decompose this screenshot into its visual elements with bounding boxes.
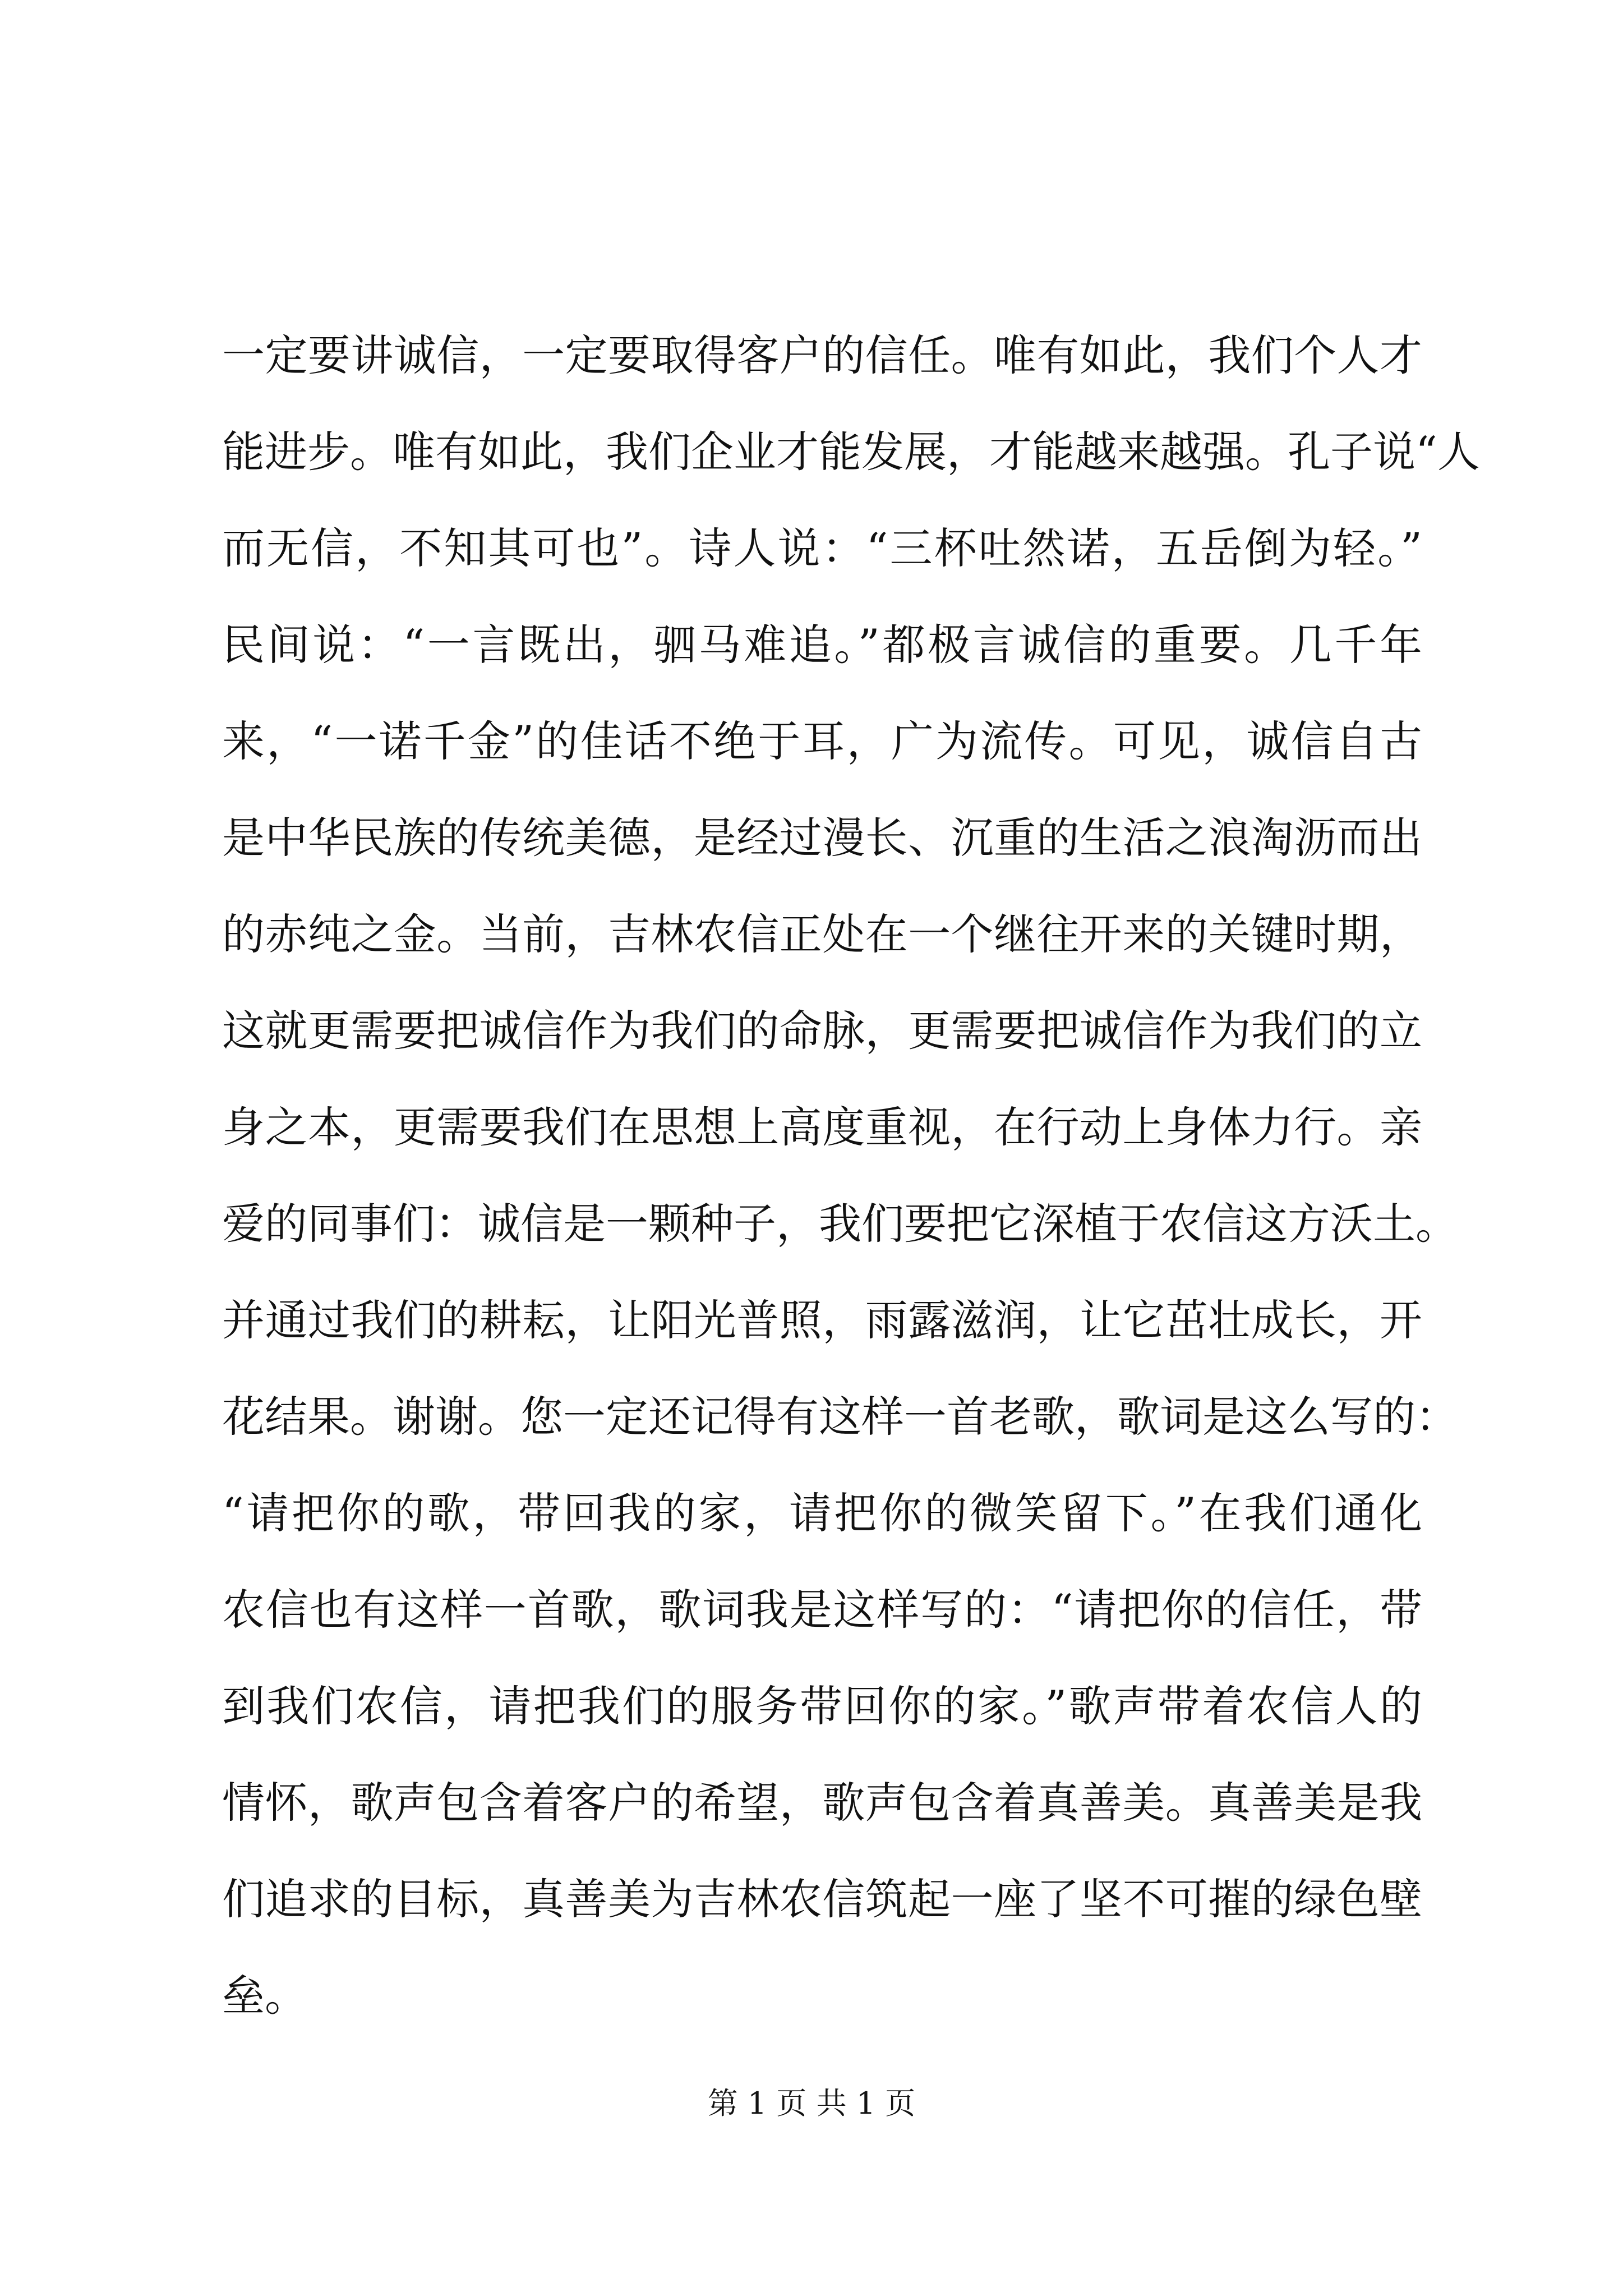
text-line: 并通过我们的耕耘，让阳光普照，雨露滋润，让它茁壮成长，开 bbox=[222, 1295, 1422, 1345]
text-line: 能进步。唯有如此，我们企业才能发展，才能越来越强。孔子说“人 bbox=[222, 427, 1480, 477]
text-line: 来，“一诺千金”的佳话不绝于耳，广为流传。可见，诚信自古 bbox=[222, 716, 1422, 766]
text-line: 这就更需要把诚信作为我们的命脉，更需要把诚信作为我们的立 bbox=[222, 1006, 1422, 1056]
text-line: “请把你的歌，带回我的家，请把你的微笑留下。”在我们通化 bbox=[222, 1488, 1422, 1538]
text-line: 垒。 bbox=[222, 1971, 307, 2021]
text-line: 是中华民族的传统美德，是经过漫长、沉重的生活之浪淘沥而出 bbox=[222, 813, 1422, 863]
page-footer: 第 1 页 共 1 页 bbox=[707, 2086, 916, 2121]
text-line: 们追求的目标，真善美为吉林农信筑起一座了坚不可摧的绿色壁 bbox=[222, 1874, 1422, 1924]
text-line: 花结果。谢谢。您一定还记得有这样一首老歌，歌词是这么写的： bbox=[222, 1392, 1458, 1442]
text-line: 一定要讲诚信，一定要取得客户的信任。唯有如此，我们个人才 bbox=[222, 330, 1422, 380]
body-paragraph bbox=[222, 307, 1480, 2044]
text-line: 到我们农信，请把我们的服务带回你的家。”歌声带着农信人的 bbox=[222, 1681, 1422, 1731]
text-line: 而无信，不知其可也”。诗人说：“三杯吐然诺，五岳倒为轻。” bbox=[222, 523, 1422, 573]
text-line: 民间说：“一言既出，驷马难追。”都极言诚信的重要。几千年 bbox=[222, 620, 1422, 670]
text-line: 的赤纯之金。当前，吉林农信正处在一个继往开来的关键时期， bbox=[222, 909, 1422, 959]
text-line: 身之本，更需要我们在思想上高度重视，在行动上身体力行。亲 bbox=[222, 1102, 1422, 1152]
text-line: 农信也有这样一首歌，歌词我是这样写的：“请把你的信任，带 bbox=[222, 1585, 1422, 1635]
text-line: 爱的同事们：诚信是一颗种子，我们要把它深植于农信这方沃土。 bbox=[222, 1199, 1458, 1249]
text-line: 情怀，歌声包含着客户的希望，歌声包含着真善美。真善美是我 bbox=[222, 1778, 1422, 1828]
